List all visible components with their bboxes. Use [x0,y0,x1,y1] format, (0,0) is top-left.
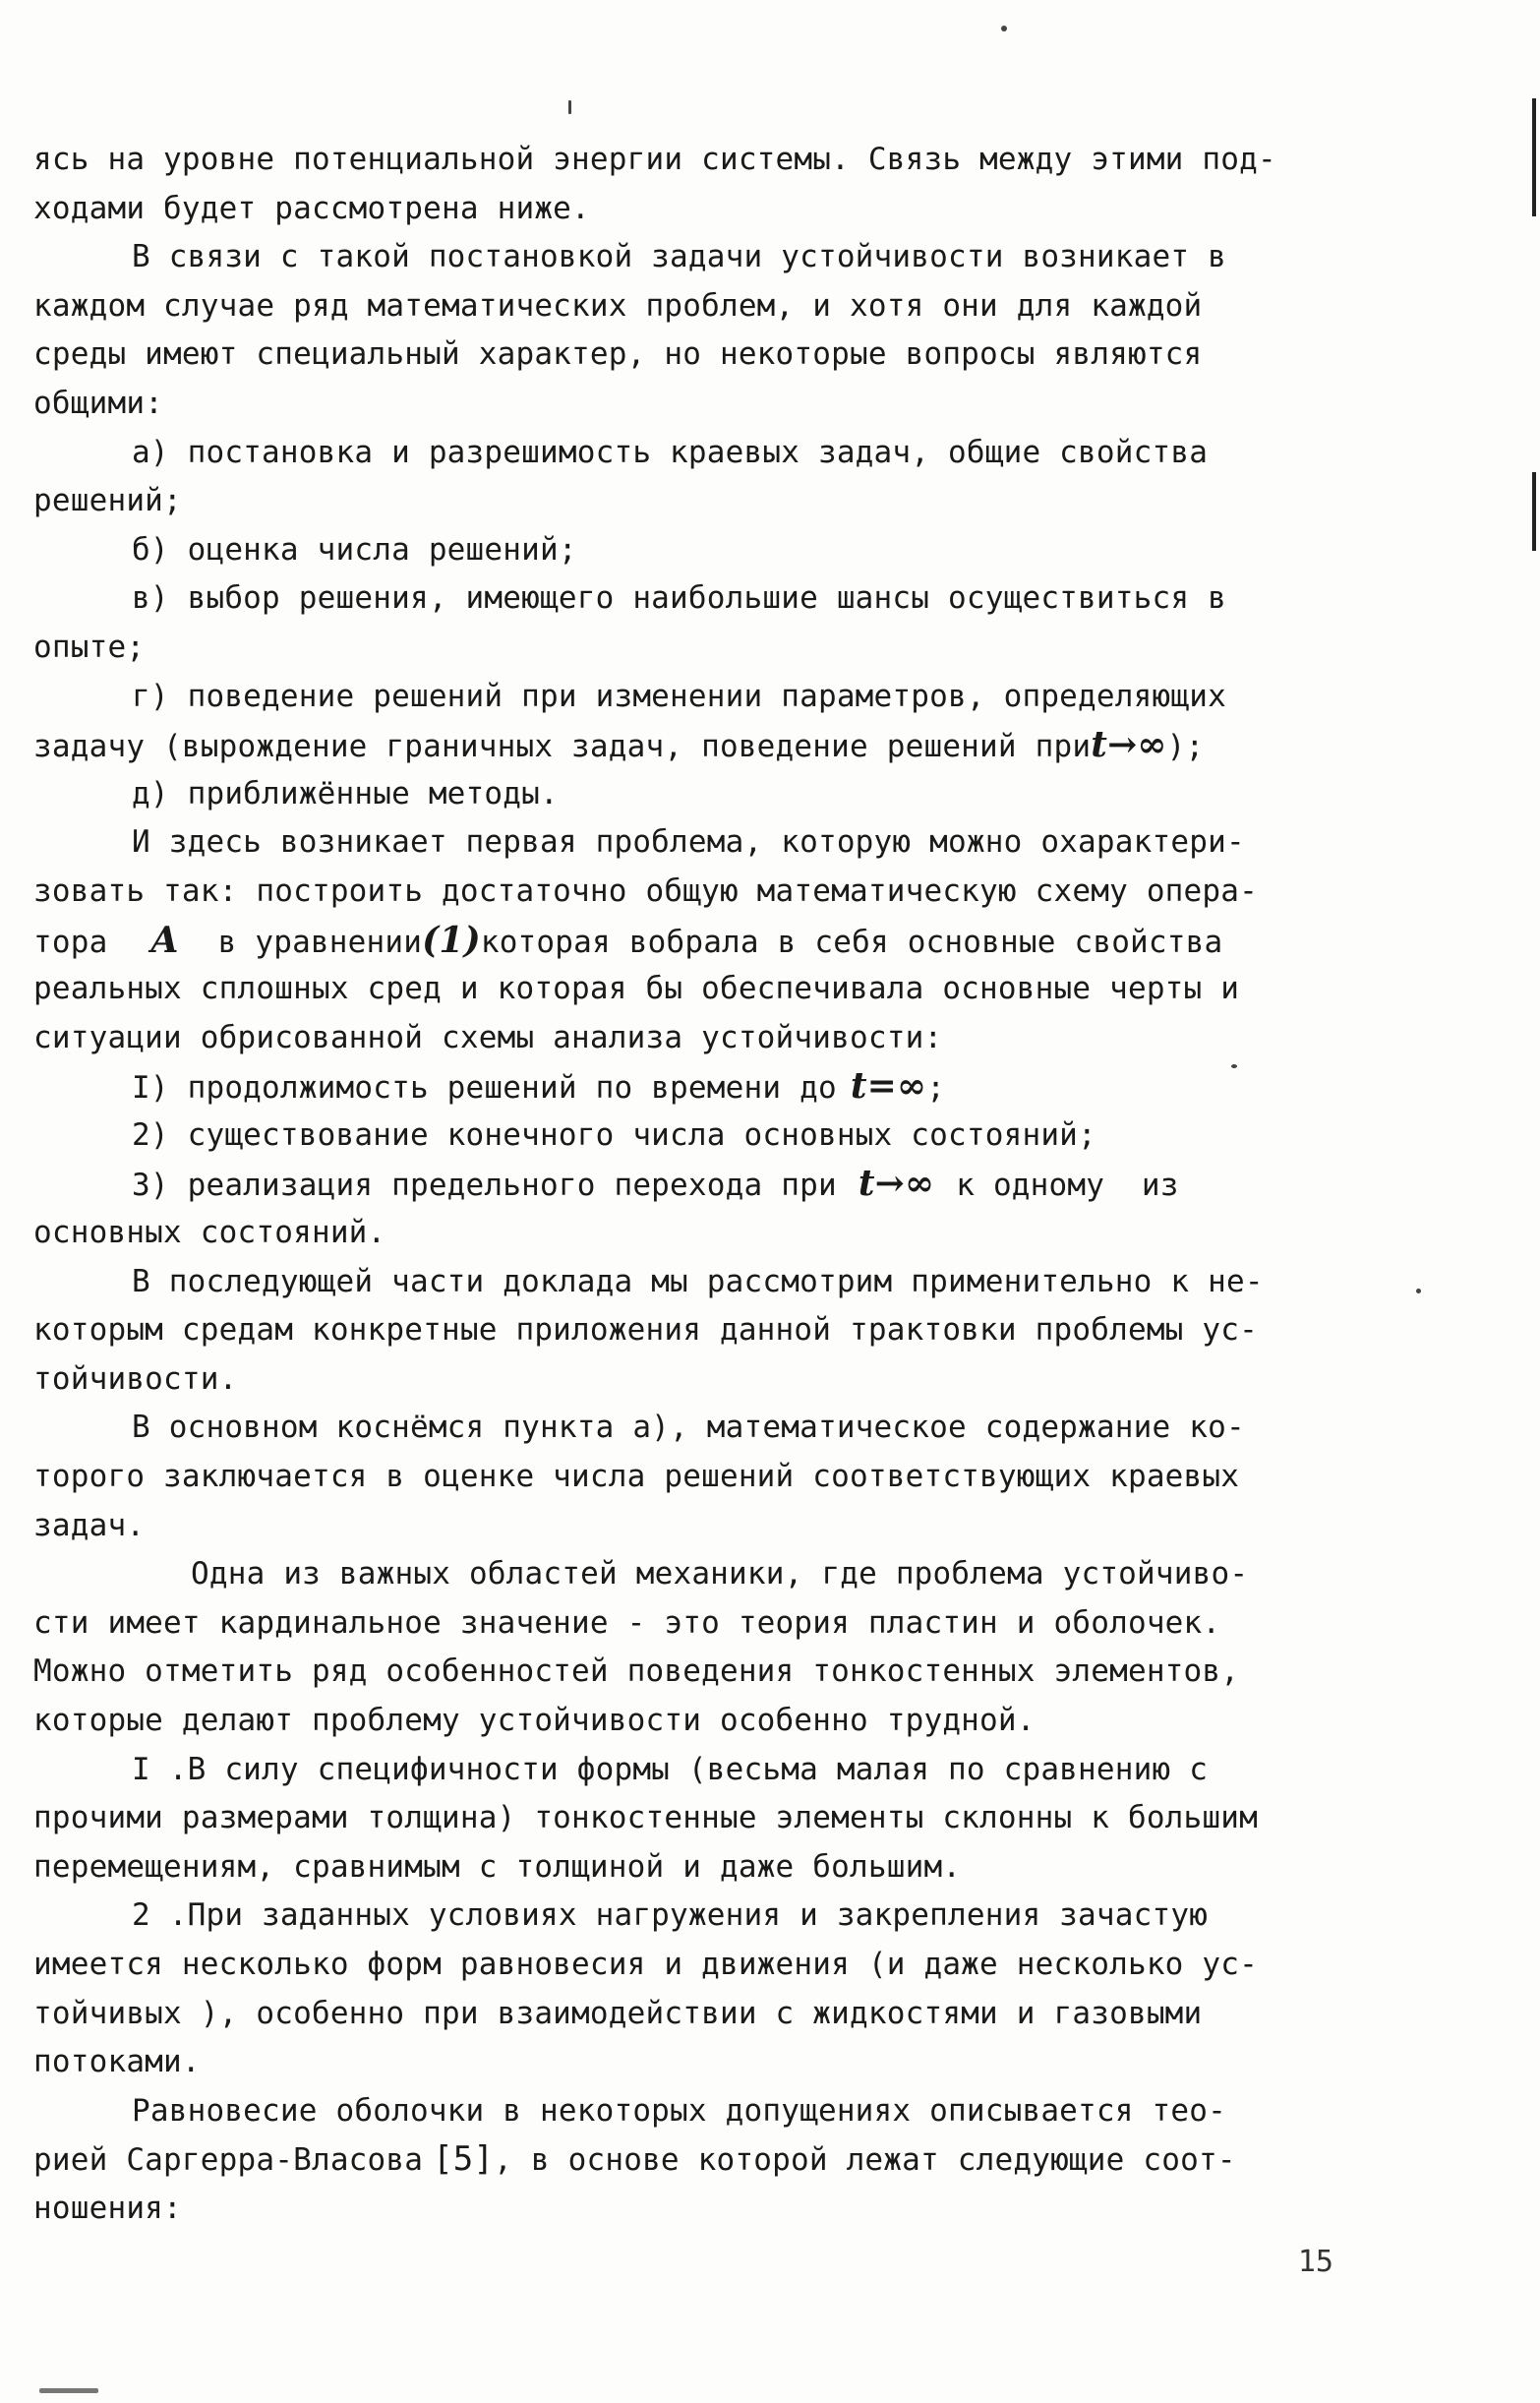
scan-speck [39,2388,98,2393]
text-line: 2 .При заданных условиях нагружения и закрепления зачастую [132,1897,1209,1934]
text-fragment: задачу (вырождение граничных задач, поведение решений при [33,729,1092,765]
text-line: В основном коснёмся пункта а), математическое содержание ко- [132,1410,1245,1446]
text-line: Можно отметить ряд особенностей поведения тонкостенных элементов, [33,1653,1240,1690]
text-line: имеется несколько форм равновесия и движения (и даже несколько ус- [33,1946,1258,1982]
text-fragment: в уравнении [217,924,423,960]
handwritten-operator: A [150,919,179,961]
list-item-a: а) постановка и разрешимость краевых задач, общие свойства [132,434,1209,470]
scan-speck [1231,1064,1237,1068]
text-line: тойчивости. [33,1360,238,1397]
text-line: ходами будет рассмотрена ниже. [33,190,590,226]
text-fragment: которая вобрала в себя основные свойства [480,924,1223,960]
scan-speck [1001,26,1007,31]
text-fragment: рией Саргерра-Власова [33,2142,424,2179]
handwritten-formula: t=∞ [850,1065,927,1108]
text-line: В последующей части доклада мы рассмотрим применительно к не- [132,1263,1264,1299]
text-line: перемещениям, сравнимым с толщиной и даже большим. [33,1848,962,1885]
page-number: 15 [1297,2245,1333,2279]
handwritten-formula: t→∞ [1091,724,1167,766]
text-line: ситуации обрисованной схемы анализа устойчивости: [33,1019,943,1055]
text-fragment: ); [1166,729,1205,765]
scan-speck [568,100,571,114]
text-fragment: , в основе которой лежат следующие соот- [494,2142,1236,2179]
text-line: общими: [33,385,164,421]
text-fragment: тора [33,924,108,960]
list-item-c: в) выбор решения, имеющего наибольшие шансы осуществиться в [132,580,1226,617]
handwritten-formula: t→∞ [858,1163,935,1205]
text-line: прочими размерами толщина) тонкостенные элементы склонны к большим [33,1800,1258,1836]
text-line: Одна из важных областей механики, где проблема устойчиво- [191,1556,1249,1592]
text-line: I .В силу специфичности формы (весьма малая по сравнению с [132,1751,1209,1787]
text-line [33,1160,1351,1209]
text-fragment: ; [926,1070,946,1107]
list-item-b: б) оценка числа решений; [132,531,577,568]
text-line: среды имеют специальный характер, но некоторые вопросы являются [33,336,1203,373]
list-item-e: д) приближённые методы. [132,775,559,811]
text-line: которым средам конкретные приложения данной трактовки проблемы ус- [33,1312,1258,1349]
text-line: сти имеет кардинальное значение - это теория пластин и оболочек. [33,1604,1221,1641]
text-line: реальных сплошных сред и которая бы обеспечивала основные черты и [33,971,1240,1007]
text-line: И здесь возникает первая проблема, которую можно охарактери- [132,824,1245,861]
text-line: каждом случае ряд математических проблем, и хотя они для каждой [33,287,1203,324]
text-line: торого заключается в оценке числа решений соответствующих краевых [33,1459,1240,1495]
text-line: ношения: [33,2190,182,2226]
text-line: которые делают проблему устойчивости особенно трудной. [33,1703,1036,1738]
text-line [33,917,1351,966]
margin-mark [1532,98,1536,216]
text-line: тойчивых ), особенно при взаимодействии с жидкостями и газовыми [33,1995,1203,2031]
text-line [33,721,1351,770]
text-line [33,1062,1351,1111]
text-line: потоками. [33,2044,201,2080]
text-fragment: к одному из [956,1168,1179,1204]
list-item-d: г) поведение решений при изменении параметров, определяющих [132,678,1226,714]
citation: [5] [433,2139,495,2180]
text-line: задач. [33,1507,146,1543]
text-line: основных состояний. [33,1215,386,1251]
text-line: решений; [33,483,182,519]
text-line: 2) существование конечного числа основных состояний; [132,1116,1096,1153]
text-line [33,2135,1351,2185]
scan-speck [1416,1289,1421,1293]
text-line: ясь на уровне потенциальной энергии системы. Связь между этими под- [33,142,1276,177]
margin-mark [1532,472,1536,551]
handwritten-equation-ref: (1) [422,919,481,961]
text-fragment: I) продолжимость решений по времени до [132,1070,837,1107]
text-line: Равновесие оболочки в некоторых допущениях описывается тео- [132,2092,1226,2129]
text-line: В связи с такой постановкой задачи устойчивости возникает в [132,239,1226,275]
text-line: опыте; [33,629,146,665]
text-fragment: 3) реализация предельного перехода при [132,1168,837,1204]
body-text [33,136,1351,2234]
text-line: зовать так: построить достаточно общую математическую схему опера- [33,872,1258,909]
